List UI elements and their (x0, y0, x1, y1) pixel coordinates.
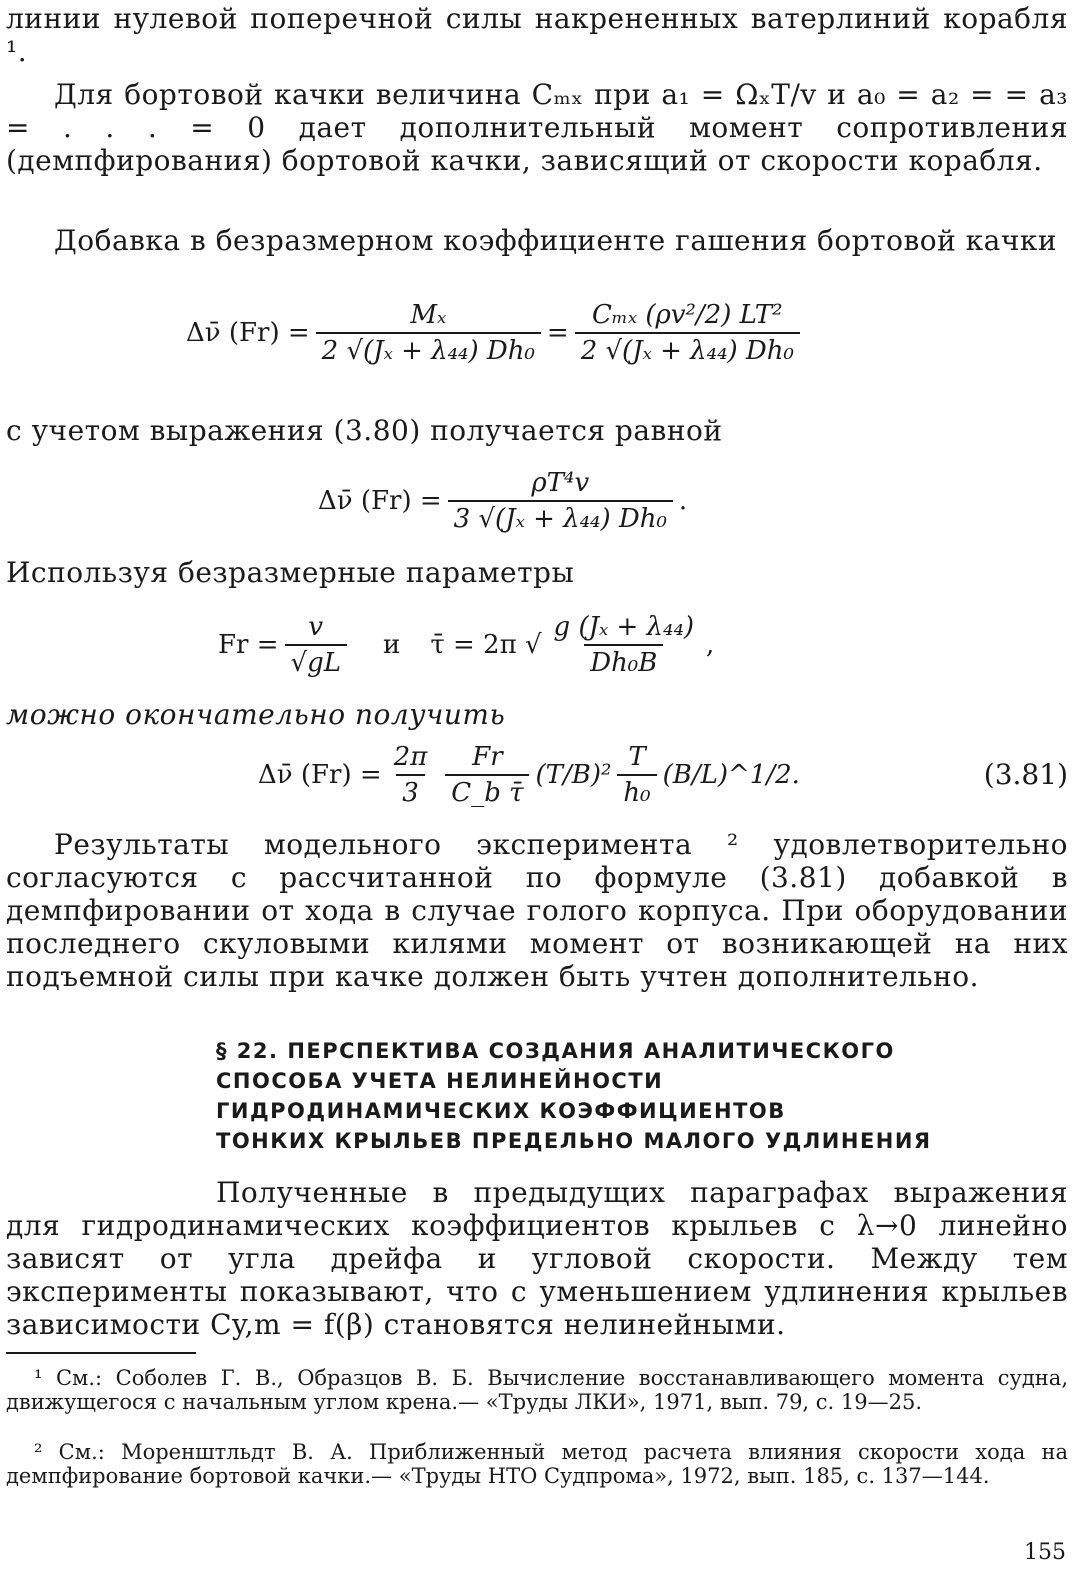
numerator: T (628, 742, 646, 772)
heading-line: СПОСОБА УЧЕТА НЕЛИНЕЙНОСТИ (216, 1069, 664, 1093)
paragraph-6: можно окончательно получить (6, 698, 506, 731)
paragraph-8: Полученные в предыдущих параграфах выражения для гидродинамических коэффициентов крыльев с λ→0 линейно зависят от угла дрейфа и угловой скорости. Между тем эксперименты показывают, что с уменьшением удлинения крыльев зависимости Cy,m = f(β) становятся нелинейными. (6, 1176, 1068, 1341)
numerator: 2π (393, 742, 428, 772)
paragraph-3: Добавка в безразмерном коэффициенте гашения бортовой качки (54, 224, 1058, 257)
footnote-2: ² См.: Моренштльдт В. А. Приближенный метод расчета влияния скорости хода на демпфирование бортовой качки.— «Труды НТО Судпрома», 1972, вып. 185, с. 137—144. (6, 1440, 1068, 1488)
formula-parameters (218, 612, 714, 678)
footnote-1: ¹ См.: Соболев Г. В., Образцов В. Б. Вычисление восстанавливающего момента судна, движущегося с начальным углом крена.— «Труды ЛКИ», 1971, вып. 79, с. 19—25. (6, 1366, 1068, 1414)
footnote-separator (6, 1352, 196, 1354)
denominator: 2 √(Jₓ + λ₄₄) Dh₀ (316, 332, 541, 366)
denominator: 3 (396, 774, 425, 808)
denominator: √gL (285, 644, 347, 678)
numerator: Mₓ (410, 300, 447, 330)
numerator: ρT⁴v (531, 468, 590, 498)
denominator: 2 √(Jₓ + λ₄₄) Dh₀ (575, 332, 800, 366)
formula-3-81 (258, 742, 800, 808)
section-heading (216, 1036, 1016, 1156)
tau-definition: τ̄ = 2π √ (430, 630, 542, 660)
formula-lhs: Δν̄ (Fr) = (186, 318, 310, 348)
fraction (548, 612, 701, 678)
paragraph-7: Результаты модельного эксперимента ² удовлетворительно согласуются с рассчитанной по формуле (3.81) добавкой в демпфировании от хода в случае голого корпуса. При оборудовании последнего скуловыми килями момент от возникающей на них подъемной силы при качке должен быть учтен дополнительно. (6, 828, 1068, 993)
formula-damping-result (318, 468, 687, 534)
denominator: Dh₀B (584, 644, 663, 678)
paragraph-4: с учетом выражения (3.80) получается равной (6, 414, 723, 447)
paragraph-1: линии нулевой поперечной силы накрененных ватерлиний корабля ¹. (6, 2, 1068, 68)
fraction (445, 742, 529, 808)
fraction (316, 300, 541, 366)
fraction (575, 300, 800, 366)
comma: , (706, 630, 715, 660)
fraction (448, 468, 673, 534)
formula-lhs: Fr = (218, 630, 279, 660)
formula-lhs: Δν̄ (Fr) = (318, 486, 442, 516)
conjunction: и (383, 630, 401, 660)
numerator: g (Jₓ + λ₄₄) (553, 612, 695, 642)
heading-line: ТОНКИХ КРЫЛЬЕВ ПРЕДЕЛЬНО МАЛОГО УДЛИНЕНИЯ (216, 1129, 932, 1153)
period: . (678, 486, 688, 516)
formula-lhs: Δν̄ (Fr) = (258, 760, 382, 790)
denominator: C_b τ̄ (445, 774, 529, 808)
paragraph-5: Используя безразмерные параметры (6, 556, 575, 589)
denominator: h₀ (617, 774, 656, 808)
numerator: Fr (472, 742, 503, 772)
fraction (388, 742, 434, 808)
equation-number: (3.81) (983, 758, 1068, 791)
ratio-term: (B/L)^1/2. (662, 760, 800, 790)
heading-line: ГИДРОДИНАМИЧЕСКИХ КОЭФФИЦИЕНТОВ (216, 1099, 786, 1123)
denominator: 3 √(Jₓ + λ₄₄) Dh₀ (448, 500, 673, 534)
page-number: 155 (1024, 1540, 1066, 1565)
fraction (617, 742, 656, 808)
fraction (285, 612, 347, 678)
heading-line: § 22. ПЕРСПЕКТИВА СОЗДАНИЯ АНАЛИТИЧЕСКОГО (216, 1039, 895, 1063)
ratio-term: (T/B)² (535, 760, 612, 790)
numerator: Cₘₓ (ρv²/2) LT² (592, 300, 783, 330)
formula-damping-increment (186, 300, 806, 366)
paragraph-2: Для бортовой качки величина Cₘₓ при a₁ = ΩₓT/v и a₀ = a₂ = = a₃ = . . . = 0 дает дополнительный момент сопротивления (демпфирования) бортовой качки, зависящий от скорости корабля. (6, 78, 1068, 177)
numerator: v (308, 612, 324, 642)
equals-sign: = (546, 318, 569, 348)
